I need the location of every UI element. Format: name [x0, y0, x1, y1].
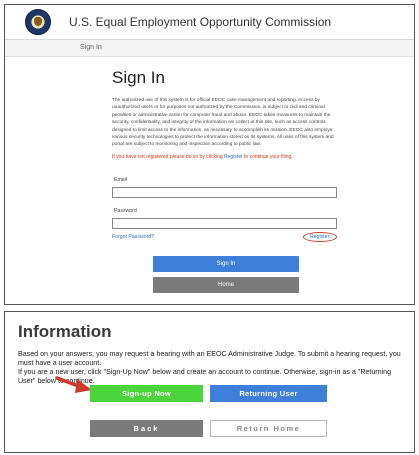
authorized-use-notice: The authorized use of this system is for official EEOC case management and reporting. Access by unauthorized users or for purposes not authorized by the Commission, is subject to civil and criminal penalties or administrative action for computer fraud and abuse. EEOC takes measures to maintain the security, confidentiality, and integrity of the information we collect at this site, such as access controls designed to limit access to the information, as necessary to accomplish its mission. EEOC also employs various security technologies to protect the information stored on its systems. All uses of this system and portal are subject to monitoring and inspection according to public law.	[112, 98, 334, 148]
register-prompt	[112, 154, 338, 160]
information-title: Information	[18, 322, 112, 341]
returning-user-button[interactable]: Returning User	[210, 385, 327, 402]
register-prompt-link[interactable]: Register	[224, 153, 243, 160]
signup-now-button[interactable]: Sign-up Now	[90, 385, 203, 402]
register-link[interactable]: Register	[310, 234, 330, 240]
register-highlight-annotation	[303, 232, 337, 242]
return-home-button[interactable]: Return Home	[210, 420, 327, 437]
password-label: Password	[114, 208, 137, 214]
email-field[interactable]	[112, 187, 337, 198]
register-prompt-text-before: If you have not registered please do so by clicking	[112, 153, 225, 160]
information-line-1: Based on your answers, you may request a hearing with an EEOC Administrative Judge. To submit a hearing request, you must have a user account.	[18, 350, 401, 367]
agency-header	[5, 5, 414, 40]
signin-screenshot-panel	[4, 4, 415, 305]
signin-button[interactable]: Sign In	[153, 256, 299, 272]
password-field[interactable]	[112, 218, 337, 229]
home-button[interactable]: Home	[153, 277, 299, 293]
nav-signin-link[interactable]: Sign In	[80, 44, 102, 51]
agency-name: U.S. Equal Employment Opportunity Commission	[69, 15, 332, 29]
signin-content	[112, 68, 338, 160]
forgot-password-link[interactable]: Forgot Password?	[112, 234, 155, 240]
email-label: Email	[114, 177, 127, 183]
red-arrow-icon	[55, 375, 93, 395]
information-line-2: If you are a new user, click "Sign-Up Now" below and create an account to continue. Otherwise, sign-in as a "Returning User" below to continue.	[18, 368, 392, 385]
nav-strip	[5, 40, 414, 57]
page-title: Sign In	[112, 68, 165, 87]
register-prompt-text-after: to continue your filing.	[242, 153, 293, 160]
back-button[interactable]: Back	[90, 420, 203, 437]
information-screenshot-panel	[4, 311, 415, 453]
eeoc-seal-icon	[25, 9, 51, 35]
